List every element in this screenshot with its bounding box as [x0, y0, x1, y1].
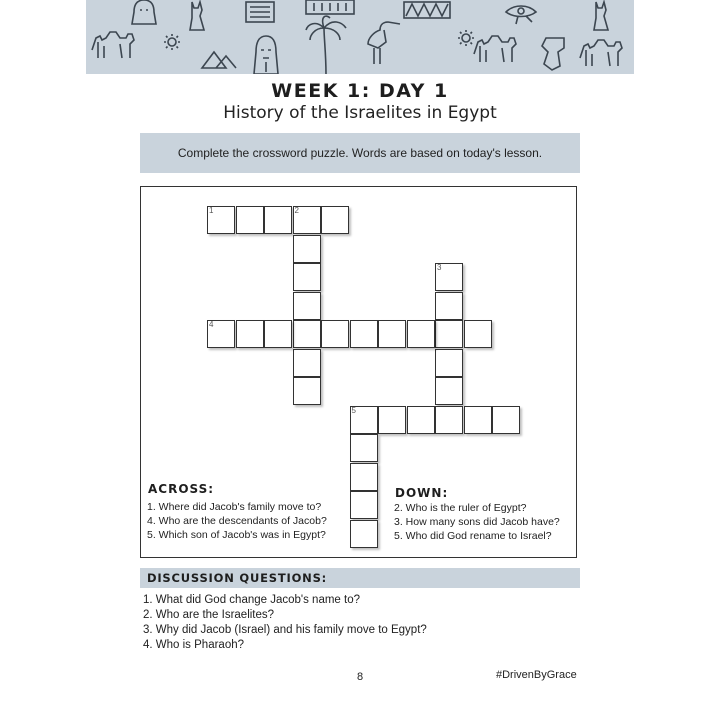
down-clue: 3. How many sons did Jacob have? [394, 516, 560, 528]
discussion-heading: DISCUSSION QUESTIONS: [147, 571, 328, 585]
crossword-cell[interactable] [236, 320, 264, 348]
across-clue: 1. Where did Jacob's family move to? [147, 501, 322, 513]
crossword-cell[interactable] [321, 320, 349, 348]
crossword-cell[interactable] [293, 235, 321, 263]
crossword-cell[interactable] [407, 406, 435, 434]
instructions-text: Complete the crossword puzzle. Words are based on today's lesson. [177, 146, 543, 160]
camel-icon [92, 32, 134, 58]
clue-number: 3 [437, 263, 442, 272]
across-heading: ACROSS: [148, 482, 215, 496]
crossword-cell[interactable] [407, 320, 435, 348]
down-clue: 5. Who did God rename to Israel? [394, 530, 552, 542]
sun-icon [458, 30, 474, 46]
palm-tree-icon [306, 16, 346, 74]
crossword-cell[interactable] [293, 263, 321, 291]
instructions-banner [140, 133, 580, 173]
crossword-cell[interactable] [464, 406, 492, 434]
crossword-cell[interactable] [492, 406, 520, 434]
down-heading: DOWN: [395, 486, 449, 500]
clue-number: 2 [294, 206, 299, 215]
crossword-cell[interactable] [435, 320, 463, 348]
discussion-heading-bar [140, 568, 580, 588]
sun-icon [164, 34, 180, 50]
pharaoh-mask-icon [254, 36, 278, 74]
page-title: WEEK 1: DAY 1 [271, 80, 449, 102]
clue-number: 4 [209, 320, 214, 329]
camel-icon [474, 36, 516, 62]
crossword-cell[interactable] [435, 349, 463, 377]
papyrus-scroll-icon [306, 0, 354, 14]
crossword-cell[interactable] [435, 292, 463, 320]
page-subtitle: History of the Israelites in Egypt [223, 103, 497, 123]
crossword-cell[interactable] [293, 377, 321, 405]
clue-number: 5 [351, 405, 356, 415]
pharaoh-mask-icon [132, 0, 156, 24]
pyramid-icon [202, 52, 236, 68]
discussion-question: 3. Why did Jacob (Israel) and his family move to Egypt? [143, 624, 427, 636]
crossword-cell[interactable] [350, 463, 378, 491]
crossword-cell[interactable] [350, 520, 378, 548]
discussion-question: 1. What did God change Jacob's name to? [143, 594, 360, 606]
crossword-cell[interactable] [264, 320, 292, 348]
papyrus-scroll-icon [246, 2, 274, 22]
camel-icon [580, 40, 622, 66]
across-clue: 4. Who are the descendants of Jacob? [147, 515, 327, 527]
crossword-cell[interactable] [350, 406, 378, 434]
crossword-cell[interactable] [264, 206, 292, 234]
crossword-cell[interactable] [435, 377, 463, 405]
discussion-question: 4. Who is Pharaoh? [143, 639, 245, 651]
eye-of-horus-icon [506, 6, 536, 24]
cat-statue-icon [594, 2, 608, 30]
crossword-cell[interactable] [293, 206, 321, 234]
across-clue: 5. Which son of Jacob's was in Egypt? [147, 529, 326, 541]
crossword-cell[interactable] [350, 491, 378, 519]
crossword-cell[interactable] [293, 349, 321, 377]
nefertiti-icon [542, 38, 564, 70]
crossword-cell[interactable] [321, 206, 349, 234]
hashtag: #DrivenByGrace [496, 669, 577, 681]
crossword-cell[interactable] [435, 263, 463, 291]
crossword-frame [140, 186, 577, 558]
crossword-cell[interactable] [207, 206, 235, 234]
crossword-cell[interactable] [207, 320, 235, 348]
crossword-cell[interactable] [435, 406, 463, 434]
crossword-cell[interactable] [236, 206, 264, 234]
crossword-cell[interactable] [378, 320, 406, 348]
cat-statue-icon [190, 2, 204, 30]
down-clue: 2. Who is the ruler of Egypt? [394, 502, 527, 514]
crossword-cell[interactable] [293, 292, 321, 320]
page-number: 8 [356, 671, 364, 683]
crossword-cell[interactable] [293, 320, 321, 348]
crossword-cell[interactable] [350, 320, 378, 348]
crossword-cell[interactable] [464, 320, 492, 348]
egyptian-pattern-banner [86, 0, 634, 74]
pyramid-icon [404, 2, 450, 18]
crossword-cell[interactable] [350, 434, 378, 462]
discussion-question: 2. Who are the Israelites? [143, 609, 275, 621]
clue-number: 1 [209, 206, 214, 215]
ibis-bird-icon [368, 22, 400, 64]
crossword-cell[interactable] [378, 406, 406, 434]
